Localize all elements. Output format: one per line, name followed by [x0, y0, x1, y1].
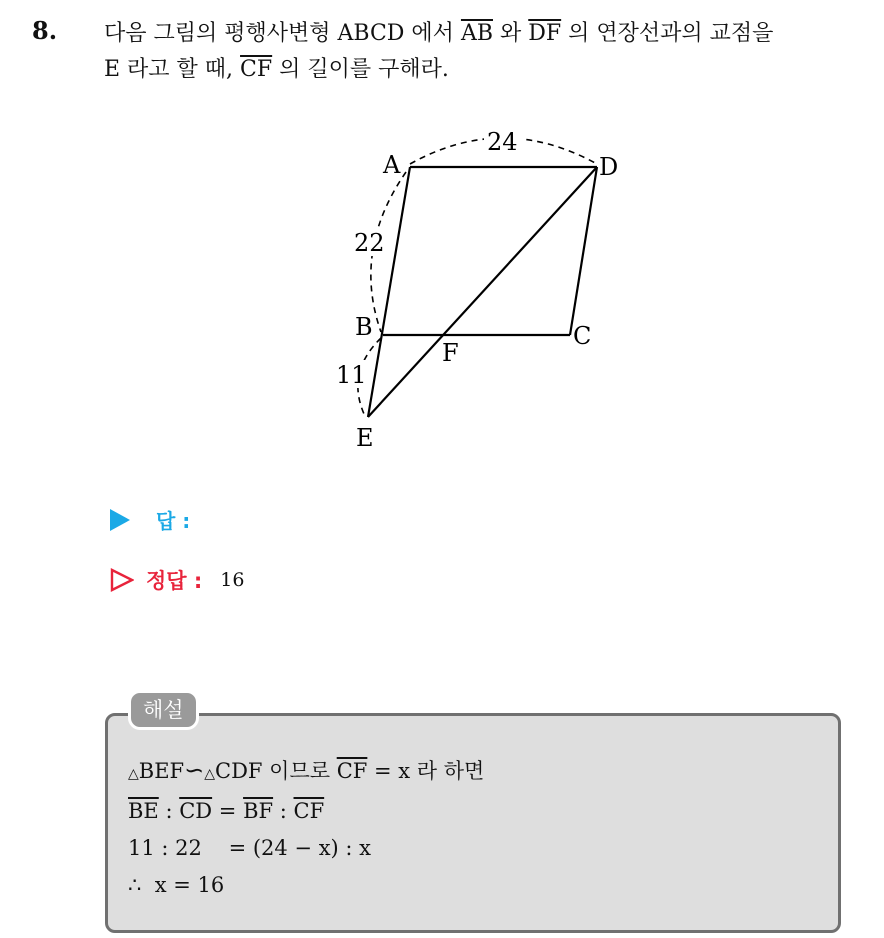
answer-label: 답 :: [156, 509, 191, 533]
edge-de: [368, 167, 597, 417]
question-line-2: E 라고 할 때, $\overline{CF}$ 의 길이를 구해라.: [104, 57, 449, 82]
segment-cf: $\overline{CF}$: [240, 57, 273, 82]
correct-answer-value: 16: [220, 569, 245, 591]
label-a: A: [383, 151, 401, 179]
parallelogram-figure: [320, 115, 640, 460]
length-ab: 22: [354, 229, 385, 257]
label-c: C: [573, 322, 592, 350]
length-ad: 24: [487, 128, 518, 156]
triangle-icon: △: [204, 766, 216, 782]
label-d: D: [599, 153, 619, 181]
label-b: B: [355, 313, 373, 341]
play-outline-icon: [110, 568, 134, 592]
length-be: 11: [336, 361, 367, 389]
segment-ab: $\overline{AB}$: [460, 21, 493, 46]
solution-content: [128, 752, 484, 904]
answer-row: [110, 505, 190, 534]
segment-df: $\overline{DF}$: [528, 21, 562, 46]
correct-answer-label: 정답 :: [146, 569, 203, 593]
question-text: [104, 16, 874, 88]
solution-line-3: 11 : 22 = (24 − x) : x: [128, 836, 372, 860]
question-number: 8.: [32, 16, 58, 45]
triangle-icon: △: [128, 766, 139, 782]
solution-line-1: △BEF∽△CDF 이므로 $\overline{CF} = x$ 라 하면: [128, 756, 485, 784]
question-line-1: 다음 그림의 평행사변형 ABCD 에서 $\overline{AB}$ 와 $\overline{DF}$ 의 연장선과의 교점을: [104, 21, 774, 46]
solution-line-4: ∴ x = 16: [128, 873, 225, 897]
play-filled-icon: [110, 509, 130, 531]
solution-tab: 해설: [128, 690, 199, 730]
correct-answer-row: [110, 565, 244, 595]
solution-line-2: $\overline{BE}$ : $\overline{CD} = \overline{BF}$ : $\overline{CF}$: [128, 799, 325, 823]
label-e: E: [356, 424, 374, 452]
label-f: F: [442, 339, 459, 367]
